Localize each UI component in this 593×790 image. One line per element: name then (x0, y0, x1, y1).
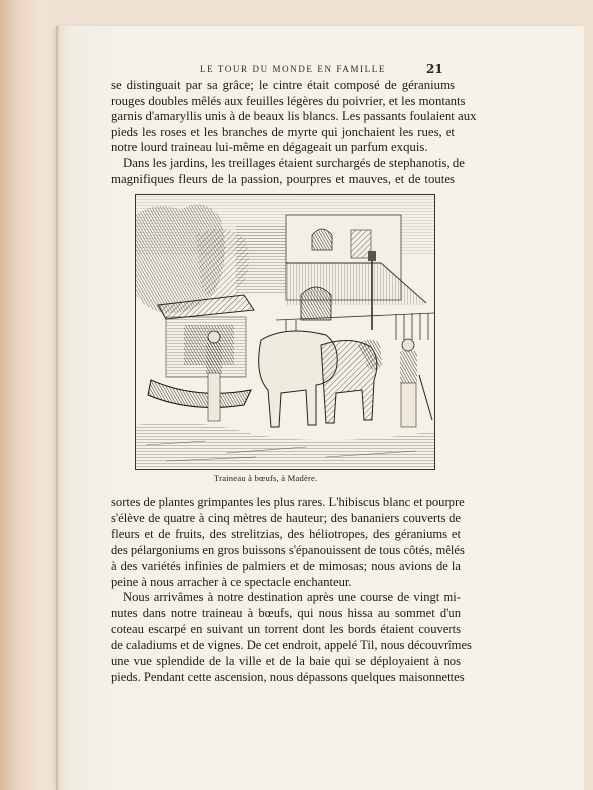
text-line: s'élève de quatre à cinq mètres de hauteur; des bananiers couverts de (111, 510, 461, 525)
page-gutter (56, 26, 60, 790)
running-head: LE TOUR DU MONDE EN FAMILLE (200, 64, 386, 74)
text-line: Nous arrivâmes à notre destination après une course de vingt mi- (123, 590, 461, 605)
illustration-caption: Traineau à bœufs, à Madère. (214, 473, 318, 483)
text-line: peine à nous arracher à ce spectacle enchanteur. (111, 574, 352, 589)
text-line: nutes dans notre traineau à bœufs, qui nous hissa au sommet d'un (111, 606, 461, 621)
text-line: notre lourd traineau lui-même en dégageait un parfum exquis. (111, 140, 428, 155)
text-line: une vue splendide de la ville et de la baie qui se déployaient à nos (111, 654, 461, 669)
paragraph-top (111, 78, 477, 187)
page-number: 21 (426, 62, 443, 76)
paragraph-bottom (111, 495, 472, 686)
text-line: pieds les roses et les branches de myrte qui jonchaient les rues, et (111, 124, 455, 139)
text-line: à des variétés infinies de palmiers et de mimosas; nous avions de la (111, 558, 461, 573)
text-line: se distinguait par sa grâce; le cintre était composé de géraniums (111, 78, 455, 92)
text-line: coteau escarpé en suivant un torrent dont les bords étaient couverts (111, 622, 461, 637)
text-line: fleurs et de fruits, des strelitzias, des héliotropes, des géraniums et (111, 526, 461, 541)
engraving-illustration (135, 194, 435, 470)
text-line: sortes de plantes grimpantes les plus rares. L'hibiscus blanc et pourpre (111, 495, 465, 509)
text-line: rouges doubles mêlés aux feuilles légères du poivrier, et les montants (111, 93, 466, 108)
text-line: de caladiums et de vignes. De cet endroit, appelé Til, nous découvrîmes (111, 638, 472, 653)
text-line: Dans les jardins, les treillages étaient surchargés de stephanotis, de (123, 155, 465, 170)
text-line: des pélargoniums en gros buissons s'épanouissent de tous côtés, mêlés (111, 542, 465, 557)
text-line: magnifiques fleurs de la passion, pourpres et mauves, et de toutes (111, 171, 455, 186)
text-line: garnis d'amaryllis unis à de beaux lis blancs. Les passants foulaient aux (111, 109, 477, 124)
ox-sledge-engraving (136, 195, 434, 469)
text-line: pieds. Pendant cette ascension, nous dépassons quelques maisonnettes (111, 669, 465, 684)
